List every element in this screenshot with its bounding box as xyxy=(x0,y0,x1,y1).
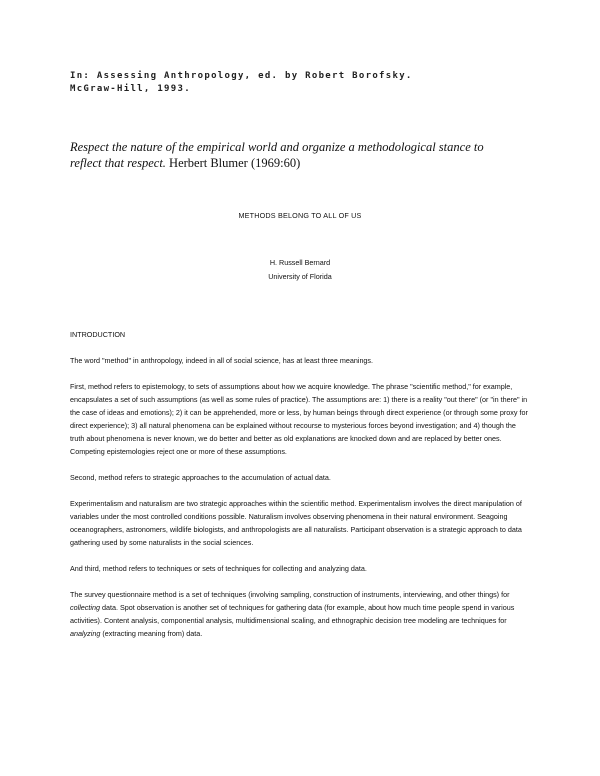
paragraph-6-part-c: (extracting meaning from) data. xyxy=(100,629,203,638)
paragraph-5: And third, method refers to techniques or sets of techniques for collecting and analyzing data. xyxy=(70,564,367,573)
paragraph-1: The word "method" in anthropology, indeed in all of social science, has at least three meanings. xyxy=(70,356,374,365)
paragraph-6-emphasis-analyzing: analyzing xyxy=(70,629,101,638)
citation xyxy=(70,70,550,96)
author-name: H. Russell Bernard xyxy=(269,258,331,267)
paragraph-2: First, method refers to epistemology, to sets of assumptions about how we acquire knowledge. The phrase "scientific method," for example, encapsulates a set of such assumptions (as well as some rules of practice). The assumptions are: 1) there is a reality "out there" (or "in there" in the case of ideas and emotions); 2) it can be apprehended, more or less, by human beings through direct experience (or through some proxy for direct experience); 3) all natural phenomena can be explained without recourse to mysterious forces beyond investigation; and 4) though the truth about phenomena is never known, we do better and better as old explanations are knocked down and are replaced by better ones. Competing epistemologies reject one or more of these assumptions. xyxy=(70,382,528,456)
epigraph-attribution: Herbert Blumer (1969:60) xyxy=(169,155,301,170)
citation-line-1: In: Assessing Anthropology, ed. by Robert Borofsky. xyxy=(70,71,413,81)
paragraph-6-emphasis-collecting: collecting xyxy=(70,603,100,612)
epigraph-quote: Respect the nature of the empirical world and organize a methodological stance to reflect that respect. xyxy=(70,140,484,170)
paragraph-6-part-a: The survey questionnaire method is a set of techniques (involving sampling, construction of instruments, interviewing, and other things) for xyxy=(70,590,510,599)
body-text xyxy=(70,328,532,653)
paper-title: METHODS BELONG TO ALL OF US xyxy=(238,211,362,220)
paragraph-4: Experimentalism and naturalism are two strategic approaches within the scientific method. Experimentalism involves the direct manipulation of variables under the most controlled conditions possible. Naturalism involves observing phenomena in their natural environment. Seagoing oceanographers, astronomers, wildlife biologists, and anthropologists are all naturalists. Participant observation is a strategic approach to data gathering used by some naturalists in the social sciences. xyxy=(70,499,522,547)
citation-line-2: McGraw-Hill, 1993. xyxy=(70,84,191,94)
author-block xyxy=(0,256,600,284)
author-affiliation: University of Florida xyxy=(268,272,332,281)
paragraph-6-part-b: data. Spot observation is another set of techniques for gathering data (for example, about how much time people spend in various activities). Content analysis, componential analysis, multidimensional scaling, and ethnographic decision tree modeling are techniques for xyxy=(70,603,515,625)
paragraph-6 xyxy=(70,588,532,640)
epigraph xyxy=(70,140,490,171)
section-heading: INTRODUCTION xyxy=(70,330,126,339)
paragraph-3: Second, method refers to strategic approaches to the accumulation of actual data. xyxy=(70,473,331,482)
